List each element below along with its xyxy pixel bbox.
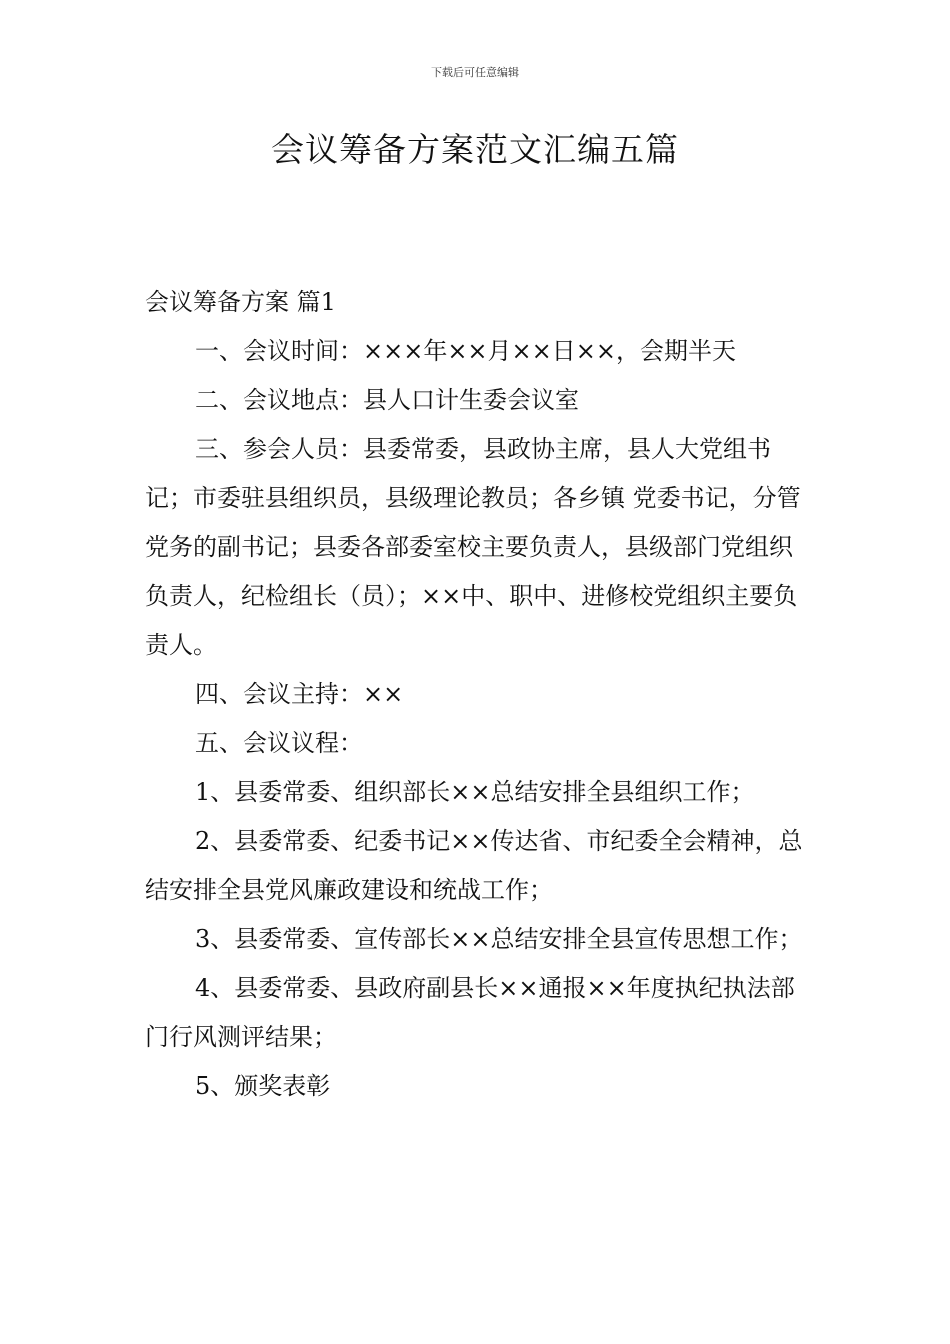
document-body xyxy=(145,278,810,1111)
agenda-item-5: 5、颁奖表彰 xyxy=(195,1072,331,1100)
agenda-item-1: 1、县委常委、组织部长××总结安排全县组织工作； xyxy=(195,778,755,806)
paragraph-meeting-time: 一、会议时间：×××年××月××日××，会期半天 xyxy=(195,337,736,365)
agenda-item-3: 3、县委常委、宣传部长××总结安排全县宣传思想工作； xyxy=(195,925,803,953)
header-note: 下载后可任意编辑 xyxy=(431,66,519,79)
paragraph-agenda-heading: 五、会议议程： xyxy=(195,729,363,757)
paragraph-meeting-location: 二、会议地点：县人口计生委会议室 xyxy=(195,386,579,414)
agenda-item-2: 2、县委常委、纪委书记××传达省、市纪委全会精神，总结安排全县党风廉政建设和统战工作； xyxy=(145,827,803,904)
document-title: 会议筹备方案范文汇编五篇 xyxy=(271,130,679,169)
section-heading: 会议筹备方案 篇1 xyxy=(145,288,336,316)
agenda-item-4: 4、县委常委、县政府副县长××通报××年度执纪执法部门行风测评结果； xyxy=(145,974,795,1051)
paragraph-host: 四、会议主持：×× xyxy=(195,680,404,708)
paragraph-attendees: 三、参会人员：县委常委，县政协主席，县人大党组书记；市委驻县组织员，县级理论教员；各乡镇 党委书记，分管党务的副书记；县委各部委室校主要负责人，县级部门党组织负责人，纪检组长（员）；××中、职中、进修校党组织主要负责人。 xyxy=(145,435,801,659)
